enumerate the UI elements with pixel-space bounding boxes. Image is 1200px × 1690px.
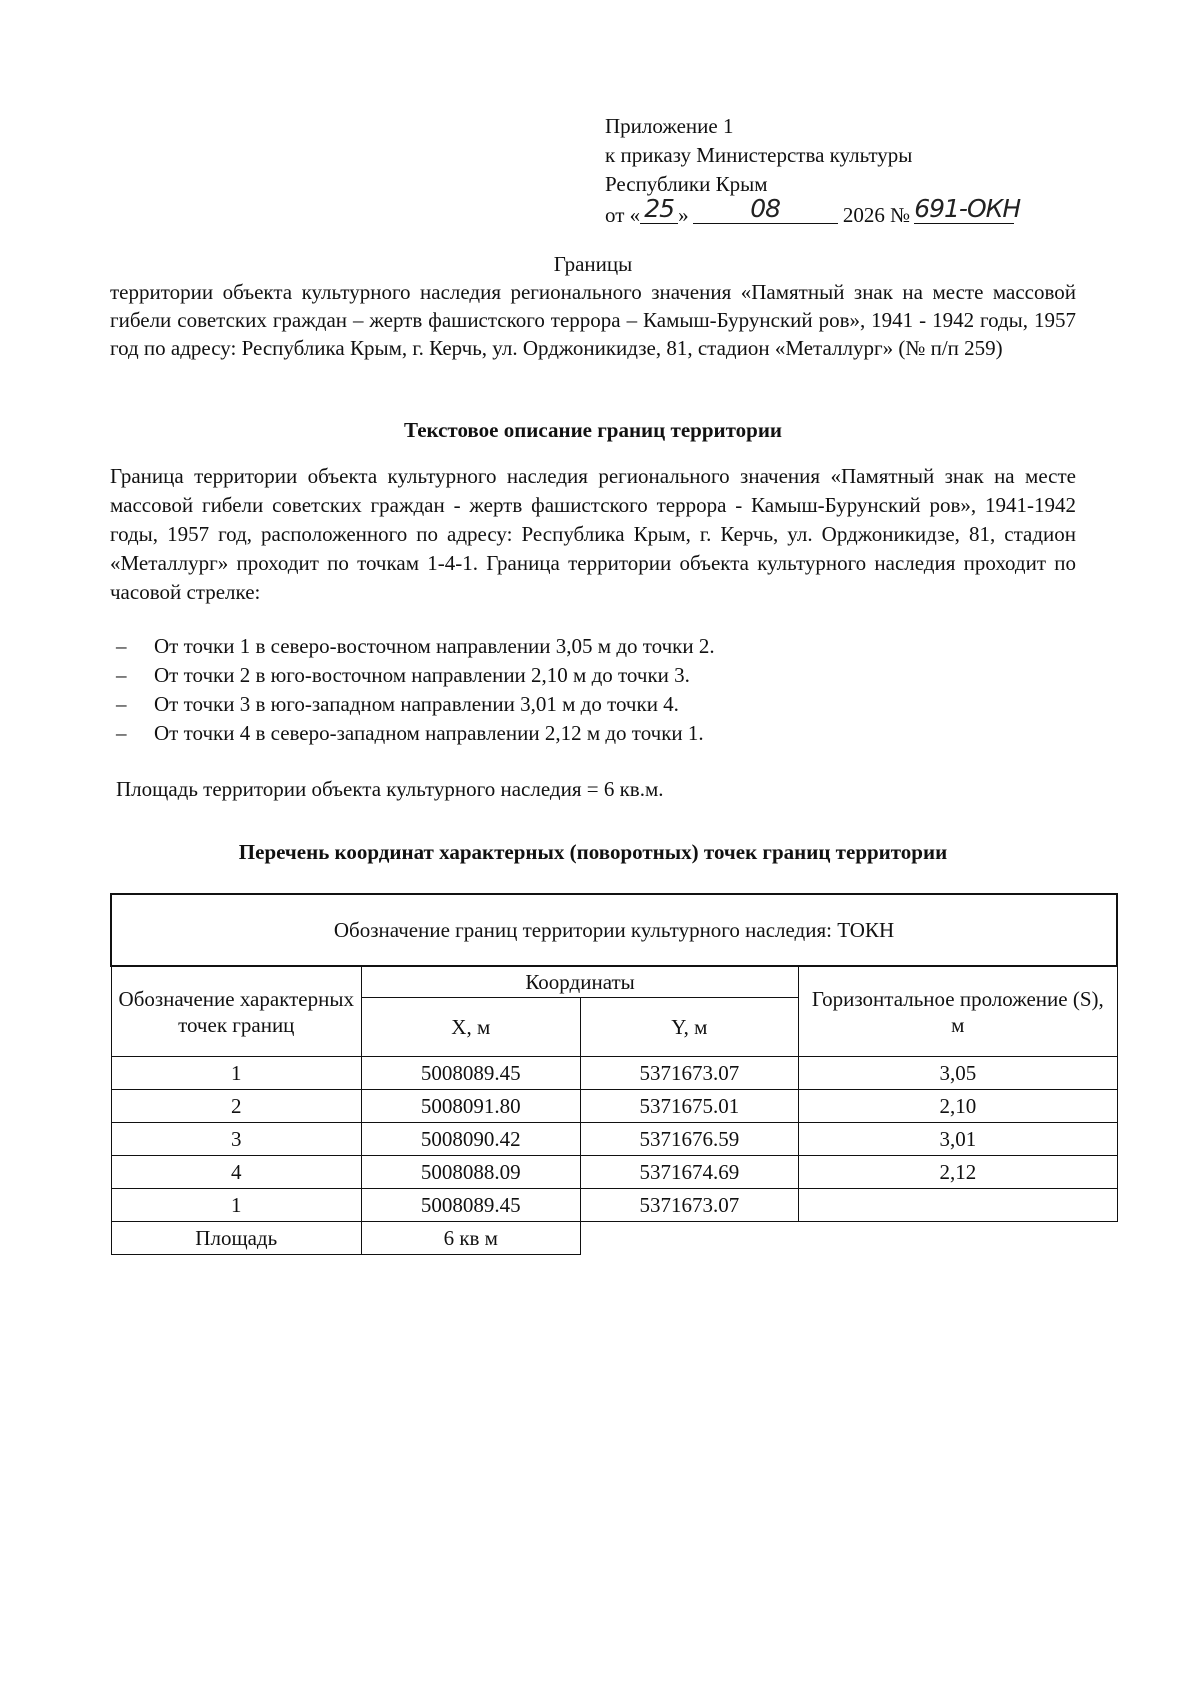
cell-x: 5008088.09 bbox=[362, 1156, 581, 1189]
list-item bbox=[116, 632, 1076, 661]
cell-y: 5371675.01 bbox=[580, 1090, 799, 1123]
table-row bbox=[111, 1057, 1117, 1090]
cell-x: 5008089.45 bbox=[362, 1057, 581, 1090]
date-month-field bbox=[693, 194, 838, 224]
appendix-title: Приложение 1 bbox=[605, 114, 734, 138]
cell-distance: 3,01 bbox=[799, 1123, 1117, 1156]
list-item-text: От точки 4 в северо-западном направлении 2,12 м до точки 1. bbox=[154, 721, 704, 745]
list-item bbox=[116, 719, 1076, 748]
cell-empty bbox=[580, 1222, 1117, 1255]
cell-x: 5008091.80 bbox=[362, 1090, 581, 1123]
boundary-segments-list bbox=[116, 632, 1076, 748]
coordinates-table bbox=[110, 893, 1118, 1255]
header-y: Y, м bbox=[580, 998, 799, 1057]
cell-y: 5371673.07 bbox=[580, 1189, 799, 1222]
cell-point: 3 bbox=[111, 1123, 362, 1156]
bullet-dash: – bbox=[116, 663, 127, 687]
date-day-field bbox=[640, 194, 678, 224]
list-item-text: От точки 3 в юго-западном направлении 3,01 м до точки 4. bbox=[154, 692, 679, 716]
appendix-region: Республики Крым bbox=[605, 172, 768, 196]
cell-distance: 2,12 bbox=[799, 1156, 1117, 1189]
list-item bbox=[116, 690, 1076, 719]
table-row bbox=[111, 1090, 1117, 1123]
header-horizontal-distance: Горизонтальное проложение (S), м bbox=[799, 966, 1117, 1057]
date-from-label: от « bbox=[605, 203, 641, 227]
title-heading: Границы bbox=[553, 252, 633, 276]
year-number-label: 2026 № bbox=[842, 203, 911, 227]
cell-point: 4 bbox=[111, 1156, 362, 1189]
header-point-designation: Обозначение характерных точек границ bbox=[111, 966, 362, 1057]
cell-area-label: Площадь bbox=[111, 1222, 362, 1255]
bullet-dash: – bbox=[116, 692, 127, 716]
list-item-text: От точки 2 в юго-восточном направлении 2,10 м до точки 3. bbox=[154, 663, 690, 687]
bullet-dash: – bbox=[116, 721, 127, 745]
cell-point: 1 bbox=[111, 1189, 362, 1222]
bullet-dash: – bbox=[116, 634, 127, 658]
date-day-handwritten: 25 bbox=[644, 194, 675, 223]
cell-x: 5008090.42 bbox=[362, 1123, 581, 1156]
title-body: территории объекта культурного наследия регионального значения «Памятный знак на месте массовой гибели советских граждан – жертв фашистского террора – Камыш-Бурунский ров», 1941 - 1942 годы, 1957 год по адресу: Республика Крым, г. Керчь, ул. Орджоникидзе, 81, стадион «Металлург» (№ п/п 259) bbox=[110, 280, 1076, 360]
table-row bbox=[111, 1156, 1117, 1189]
table-header-row bbox=[111, 966, 1117, 998]
table-caption: Обозначение границ территории культурного наследия: ТОКН bbox=[111, 894, 1117, 966]
date-quote-close: » bbox=[678, 203, 689, 227]
area-statement: Площадь территории объекта культурного наследия = 6 кв.м. bbox=[116, 777, 664, 801]
list-item-text: От точки 1 в северо-восточном направлении 3,05 м до точки 2. bbox=[154, 634, 715, 658]
coordinates-heading: Перечень координат характерных (поворотных) точек границ территории bbox=[238, 840, 948, 864]
boundary-description-paragraph: Граница территории объекта культурного наследия регионального значения «Памятный знак на месте массовой гибели советских граждан - жертв фашистского террора - Камыш-Бурунский ров», 1941-1942 годы, 1957 год, расположенного по адресу: Республика Крым, г. Керчь, ул. Орджоникидзе, 81, стадион «Металлург» проходит по точкам 1-4-1. Граница территории объекта культурного наследия проходит по часовой стрелке: bbox=[110, 464, 1076, 604]
appendix-order-ref: к приказу Министерства культуры bbox=[605, 143, 913, 167]
cell-point: 2 bbox=[111, 1090, 362, 1123]
order-number-field bbox=[914, 194, 1021, 224]
header-x: X, м bbox=[362, 998, 581, 1057]
cell-y: 5371674.69 bbox=[580, 1156, 799, 1189]
appendix-block bbox=[605, 112, 1075, 228]
cell-area-value: 6 кв м bbox=[362, 1222, 581, 1255]
cell-distance: 3,05 bbox=[799, 1057, 1117, 1090]
table-row bbox=[111, 1123, 1117, 1156]
cell-point: 1 bbox=[111, 1057, 362, 1090]
document-title bbox=[110, 250, 1076, 362]
cell-distance bbox=[799, 1189, 1117, 1222]
header-coordinates: Координаты bbox=[362, 966, 799, 998]
appendix-date-line bbox=[605, 194, 1075, 228]
cell-x: 5008089.45 bbox=[362, 1189, 581, 1222]
list-item bbox=[116, 661, 1076, 690]
cell-y: 5371673.07 bbox=[580, 1057, 799, 1090]
table-caption-row bbox=[111, 894, 1117, 966]
cell-distance: 2,10 bbox=[799, 1090, 1117, 1123]
table-area-row bbox=[111, 1222, 1117, 1255]
cell-y: 5371676.59 bbox=[580, 1123, 799, 1156]
order-number-handwritten: 691-ОКН bbox=[914, 194, 1021, 223]
text-description-heading: Текстовое описание границ территории bbox=[403, 418, 783, 442]
table-row bbox=[111, 1189, 1117, 1222]
date-month-handwritten: 08 bbox=[750, 194, 781, 223]
